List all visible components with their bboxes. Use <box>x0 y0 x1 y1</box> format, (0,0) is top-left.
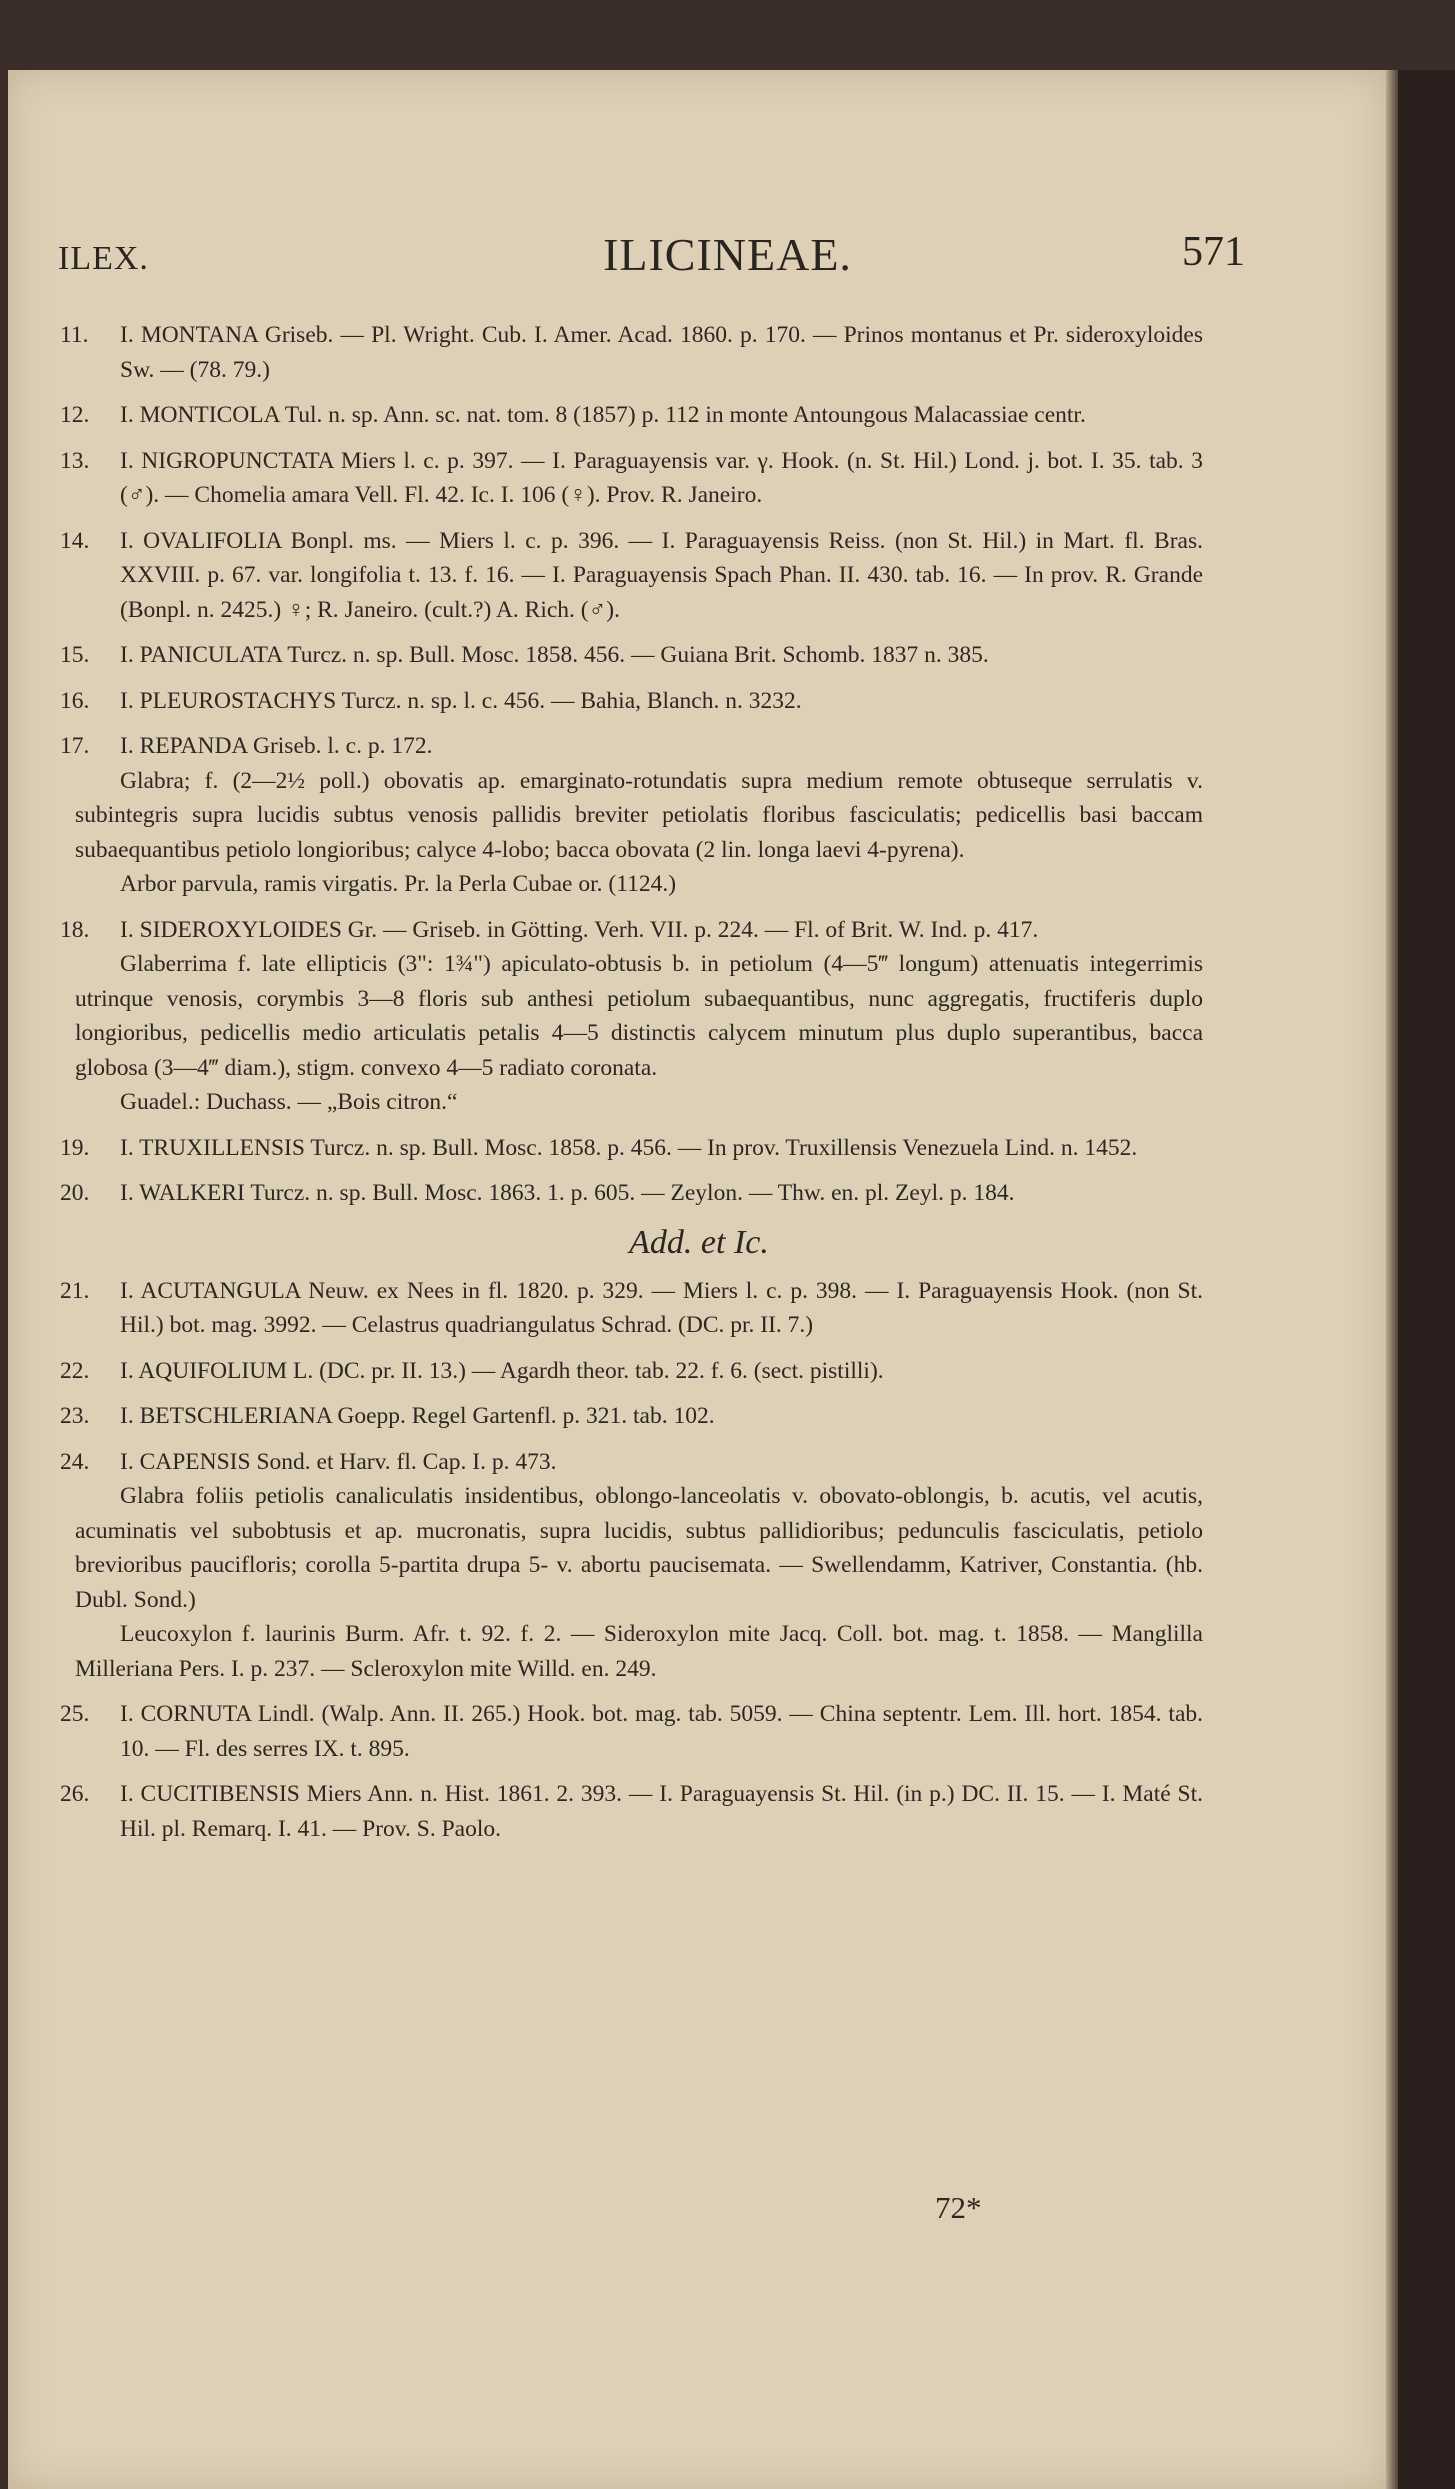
species-entry <box>60 1274 1203 1343</box>
entry-number: 17. <box>60 733 90 759</box>
species-list <box>60 318 1203 1211</box>
running-header <box>0 228 1455 288</box>
entry-citation: I. MONTICOLA Tul. n. sp. Ann. sc. nat. tom. 8 (1857) p. 112 in monte Antoungous Malacassiae centr. <box>120 402 1086 428</box>
entry-citation: I. WALKERI Turcz. n. sp. Bull. Mosc. 1863. 1. p. 605. — Zeylon. — Thw. en. pl. Zeyl. p. 184. <box>120 1180 1015 1206</box>
entry-number: 23. <box>60 1403 90 1429</box>
header-genus: ILEX. <box>58 240 149 277</box>
entry-description: Glaberrima f. late ellipticis (3": 1¾") apiculato-obtusis b. in petiolum (4—5‴ longum) attenuatis integerrimis utrinque venosis, corymbis 3—8 floris sub anthesi petiolum subaequantibus, nunc aggregatis, fructiferis duplo longioribus, pedicellis medio articulatis petalis 4—5 distinctis calycem minutum plus duplo superantibus, bacca globosa (3—4‴ diam.), stigm. convexo 4—5 radiato coronata. <box>75 951 1203 1081</box>
entry-number: 15. <box>60 642 90 668</box>
species-entry <box>60 1697 1203 1766</box>
species-entry <box>60 398 1203 433</box>
species-entry <box>60 913 1203 1120</box>
species-entry <box>60 318 1203 387</box>
entry-citation: I. TRUXILLENSIS Turcz. n. sp. Bull. Mosc. 1858. p. 456. — In prov. Truxillensis Venezuela Lind. n. 1452. <box>120 1134 1138 1161</box>
entry-citation: I. REPANDA Griseb. l. c. p. 172. <box>120 733 433 759</box>
entry-citation: I. CAPENSIS Sond. et Harv. fl. Cap. I. p. 473. <box>120 1448 557 1475</box>
entry-description: Glabra; f. (2—2½ poll.) obovatis ap. emarginato-rotundatis supra medium remote obtuseque serrulatis v. subintegris supra lucidis subtus venosis pallidis breviter petiolatis floribus fasciculatis; pedicellis basi baccam subaequantibus petiolo longioribus; calyce 4-lobo; bacca obovata (2 lin. longa laevi 4-pyrena). <box>75 767 1203 863</box>
entry-citation: I. BETSCHLERIANA Goepp. Regel Gartenfl. p. 321. tab. 102. <box>120 1403 715 1429</box>
page-number: 571 <box>1182 229 1245 275</box>
entry-number: 24. <box>60 1448 90 1475</box>
entry-number: 22. <box>60 1357 90 1384</box>
entry-number: 13. <box>60 447 90 474</box>
entry-citation: I. SIDEROXYLOIDES Gr. — Griseb. in Götting. Verh. VII. p. 224. — Fl. of Brit. W. Ind. p. 417. <box>120 916 1039 943</box>
species-entry <box>60 1777 1203 1846</box>
scan-left-edge <box>0 70 8 2489</box>
entry-number: 18. <box>60 916 90 943</box>
species-entry <box>60 1176 1203 1211</box>
entry-number: 26. <box>60 1781 90 1807</box>
section-title: Add. et Ic. <box>629 1223 769 1261</box>
header-family: ILICINEAE. <box>603 229 852 280</box>
entry-citation: I. PANICULATA Turcz. n. sp. Bull. Mosc. 1858. 456. — Guiana Brit. Schomb. 1837 n. 385. <box>120 642 989 668</box>
page-edge <box>1386 70 1398 2489</box>
entry-number: 16. <box>60 687 90 714</box>
entry-description: Glabra foliis petiolis canaliculatis insidentibus, oblongo-lanceolatis v. obovato-oblongis, b. acutis, vel acutis, acuminatis vel subobtusis et ap. mucronatis, supra lucidis, subtus pallidioribus; pedunculis fasciculatis, petiolo brevioribus paucifloris; corolla 5-partita drupa 5- v. abortu paucisemata. — Swellendamm, Katriver, Constantia. (hb. Dubl. Sond.) <box>75 1483 1203 1613</box>
entry-citation: I. OVALIFOLIA Bonpl. ms. — Miers l. c. p. 396. — I. Paraguayensis Reiss. (non St. Hil.) in Mart. fl. Bras. XXVIII. p. 67. var. longifolia t. 13. f. 16. — I. Paraguayensis Spach Phan. II. 430. tab. 16. — In prov. R. Grande (Bonpl. n. 2425.) ♀; R. Janeiro. (cult.?) A. Rich. (♂). <box>120 527 1203 623</box>
entry-number: 19. <box>60 1134 90 1161</box>
species-entry <box>60 1399 1203 1434</box>
entry-citation: I. AQUIFOLIUM L. (DC. pr. II. 13.) — Agardh theor. tab. 22. f. 6. (sect. pistilli). <box>120 1357 884 1384</box>
entry-description: Guadel.: Duchass. — „Bois citron.“ <box>120 1089 458 1115</box>
entry-citation: I. MONTANA Griseb. — Pl. Wright. Cub. I. Amer. Acad. 1860. p. 170. — Prinos montanus et Pr. sideroxyloides Sw. — (78. 79.) <box>120 322 1203 383</box>
entry-number: 25. <box>60 1701 90 1727</box>
species-entry <box>60 684 1203 719</box>
species-entry <box>60 524 1203 628</box>
entry-citation: I. NIGROPUNCTATA Miers l. c. p. 397. — I. Paraguayensis var. γ. Hook. (n. St. Hil.) Lond. j. bot. I. 35. tab. 3 (♂). — Chomelia amara Vell. Fl. 42. Ic. I. 106 (♀). Prov. R. Janeiro. <box>120 447 1203 508</box>
signature-mark: 72* <box>935 2190 982 2225</box>
species-entry <box>60 638 1203 673</box>
species-entry <box>60 444 1203 513</box>
entry-description: Leucoxylon f. laurinis Burm. Afr. t. 92. f. 2. — Sideroxylon mite Jacq. Coll. bot. mag. t. 1858. — Manglilla Milleriana Pers. I. p. 237. — Scleroxylon mite Willd. en. 249. <box>75 1621 1203 1682</box>
entry-number: 20. <box>60 1180 90 1206</box>
species-entry <box>60 1131 1203 1166</box>
species-entry <box>60 1445 1203 1687</box>
entry-description: Arbor parvula, ramis virgatis. Pr. la Perla Cubae or. (1124.) <box>120 871 677 897</box>
entry-number: 12. <box>60 402 90 428</box>
page-body <box>60 318 1203 1857</box>
addenda-list <box>60 1274 1203 1847</box>
entry-citation: I. CUCITIBENSIS Miers Ann. n. Hist. 1861. 2. 393. — I. Paraguayensis St. Hil. (in p.) DC. II. 15. — I. Maté St. Hil. pl. Remarq. I. 41. — Prov. S. Paolo. <box>120 1781 1203 1842</box>
entry-number: 21. <box>60 1277 90 1304</box>
entry-citation: I. ACUTANGULA Neuw. ex Nees in fl. 1820. p. 329. — Miers l. c. p. 398. — I. Paraguayensis Hook. (non St. Hil.) bot. mag. 3992. — Celastrus quadriangulatus Schrad. (DC. pr. II. 7.) <box>120 1277 1203 1338</box>
entry-citation: I. CORNUTA Lindl. (Walp. Ann. II. 265.) Hook. bot. mag. tab. 5059. — China septentr. Lem. Ill. hort. 1854. tab. 10. — Fl. des serres IX. t. 895. <box>120 1701 1203 1762</box>
species-entry <box>60 1354 1203 1389</box>
entry-number: 14. <box>60 527 90 554</box>
scan-top-background <box>0 0 1455 70</box>
species-entry <box>60 729 1203 902</box>
entry-citation: I. PLEUROSTACHYS Turcz. n. sp. l. c. 456. — Bahia, Blanch. n. 3232. <box>120 687 802 714</box>
entry-number: 11. <box>60 322 89 348</box>
